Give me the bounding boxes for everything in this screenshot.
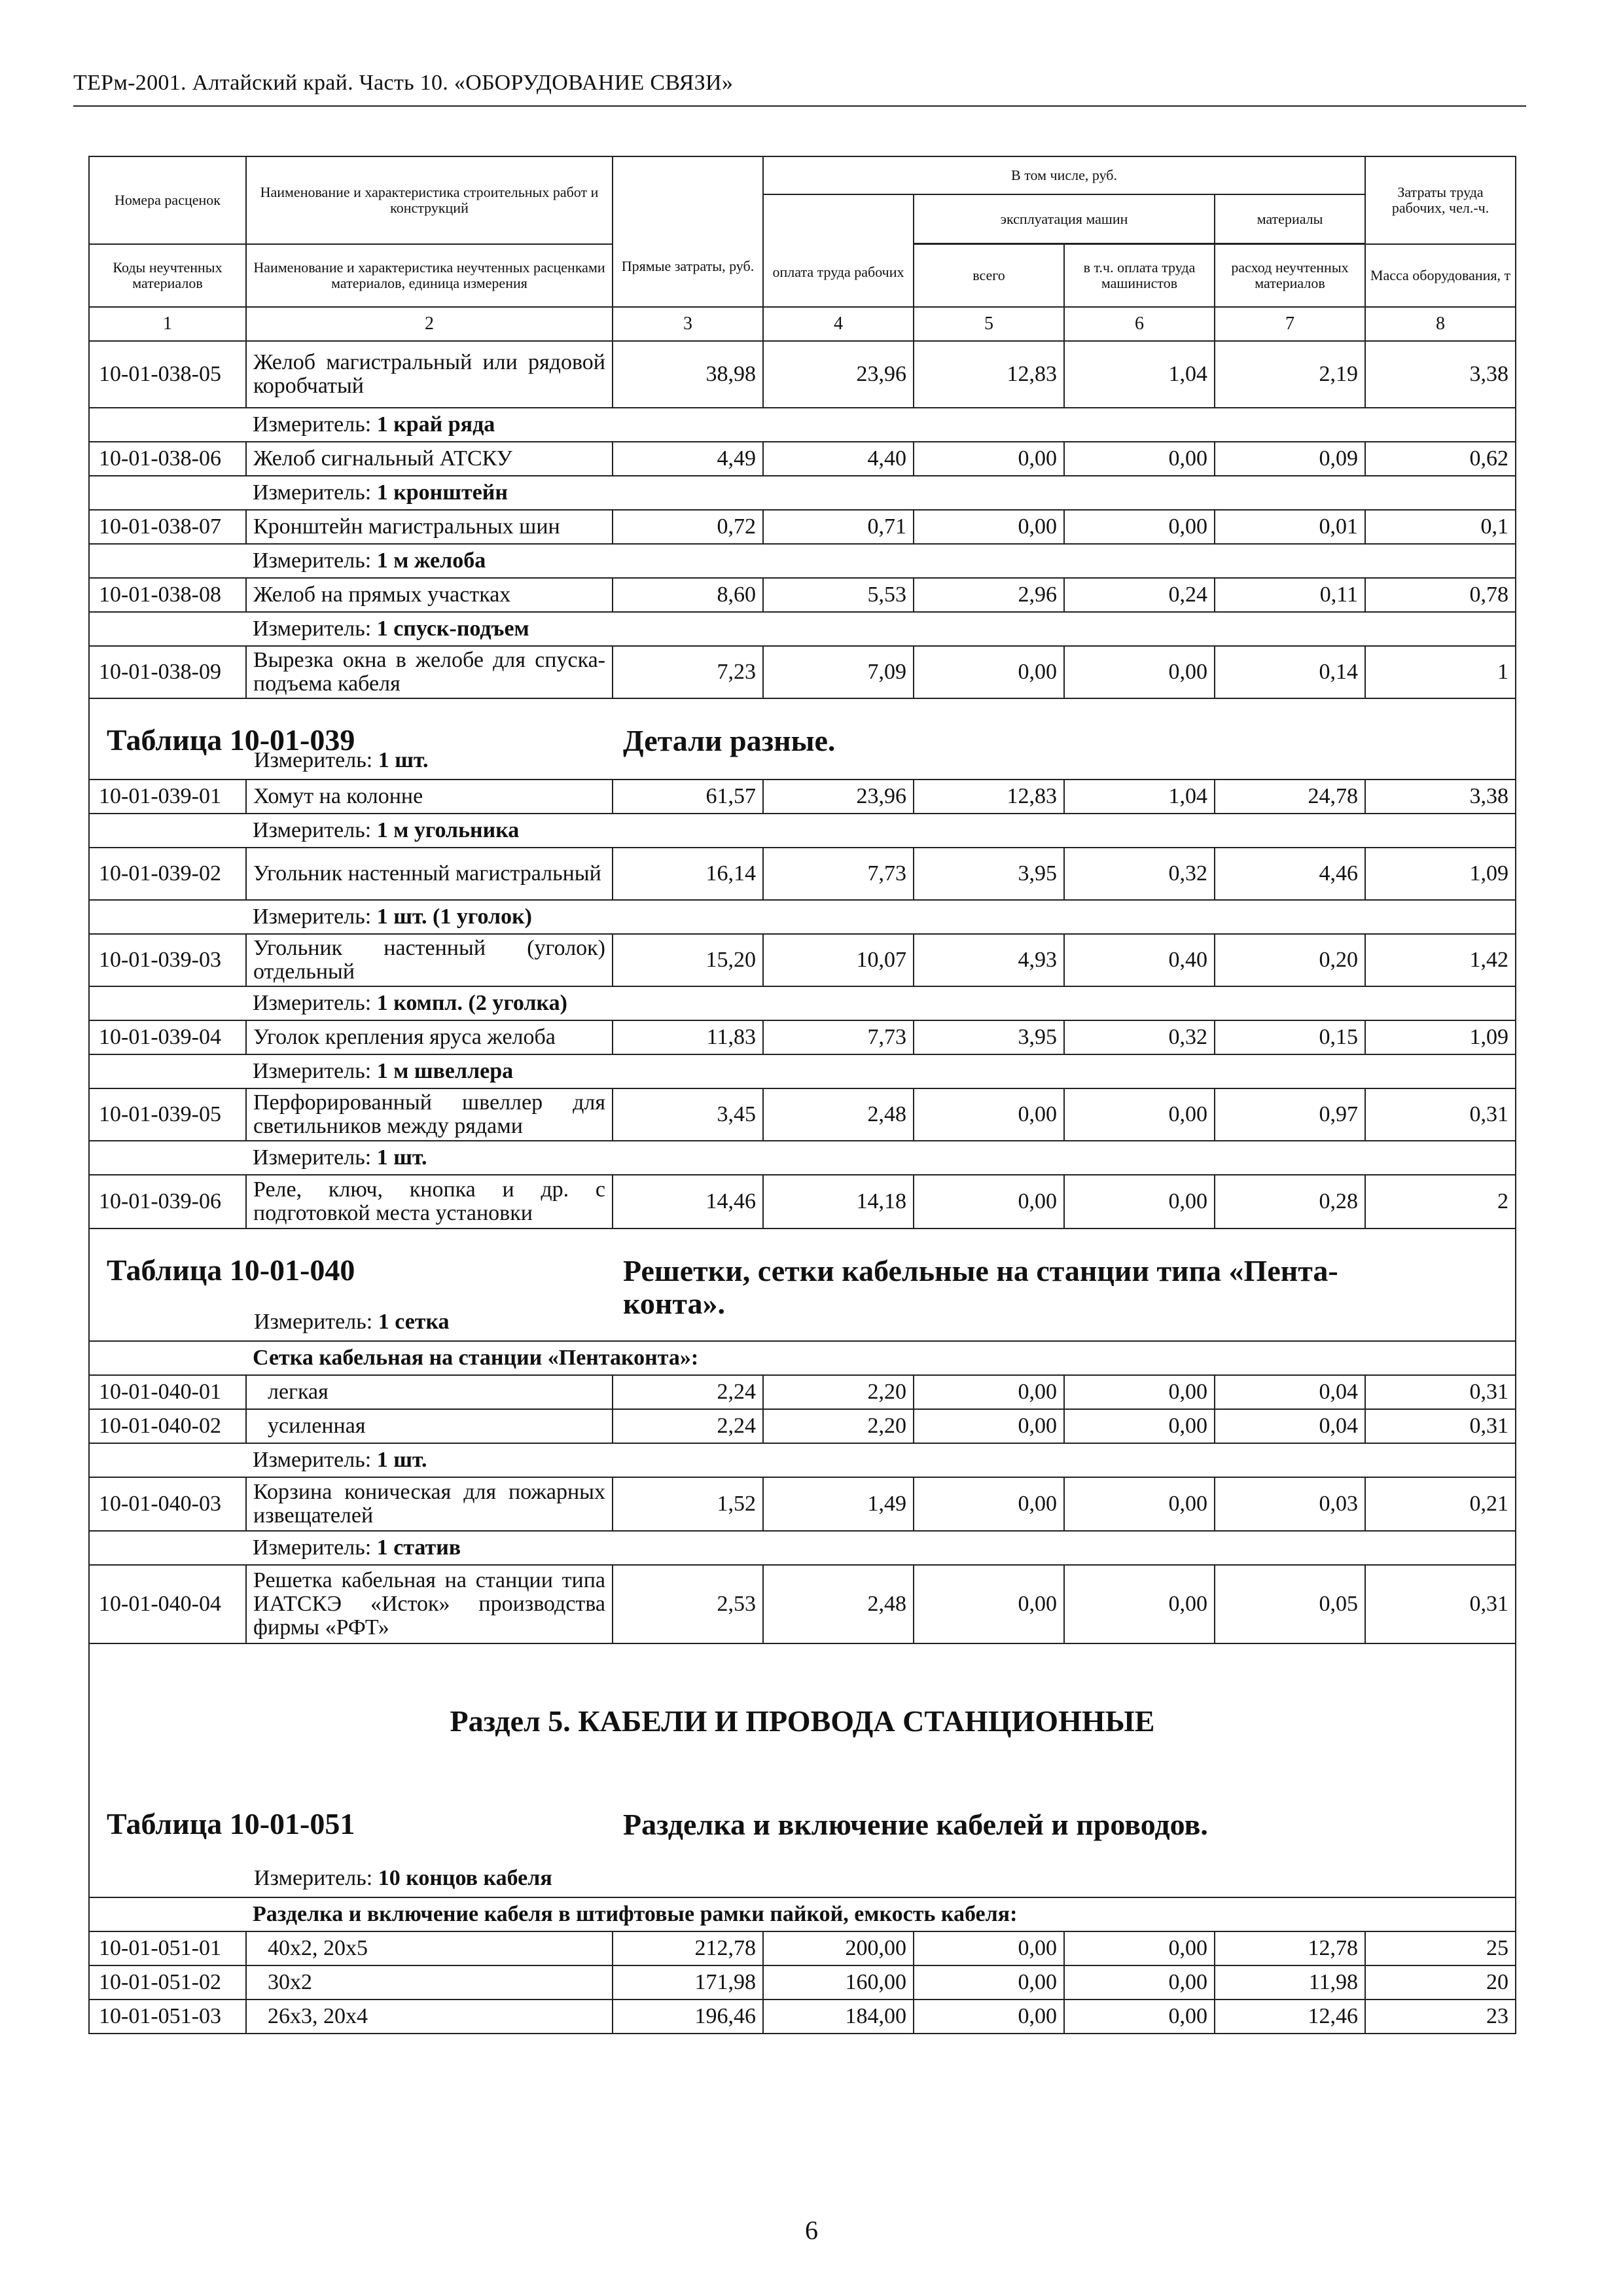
rate-value: 3,45	[613, 1088, 763, 1141]
measure-value: 1 спуск-подъем	[376, 617, 529, 641]
col-header-incl: В том числе, руб.	[763, 156, 1365, 194]
rate-code: 10-01-040-03	[89, 1477, 246, 1531]
table-row	[89, 1175, 1516, 1229]
measure-value: 1 компл. (2 уголка)	[376, 991, 567, 1015]
measure-label: Измеритель:	[253, 1535, 372, 1560]
rate-value: 160,00	[763, 1965, 914, 2000]
measure-value: 1 шт.	[376, 1448, 427, 1472]
rate-value: 0,00	[914, 1965, 1064, 2000]
measure-value: 1 м угольника	[376, 818, 520, 842]
rate-value: 212,78	[613, 1931, 763, 1965]
rate-value: 0,00	[914, 2000, 1064, 2034]
rate-value: 0,00	[1064, 1409, 1215, 1443]
measure-value: 1 шт.	[376, 1145, 427, 1170]
rate-value: 4,49	[613, 442, 763, 476]
rate-value: 0,00	[914, 1375, 1064, 1409]
table-section-cell	[89, 698, 1516, 780]
rate-code: 10-01-039-05	[89, 1088, 246, 1141]
rate-code: 10-01-038-09	[89, 646, 246, 698]
rate-value: 0,15	[1215, 1020, 1365, 1054]
rate-code: 10-01-038-05	[89, 341, 246, 408]
rate-value: 61,57	[613, 780, 763, 814]
rate-value: 0,62	[1365, 442, 1516, 476]
measure-line	[254, 1310, 450, 1334]
measure-spacer	[89, 544, 246, 578]
rate-value: 0,00	[914, 510, 1064, 544]
col-header-labor-pay: оплата труда рабочих	[763, 194, 914, 307]
rate-value: 0,28	[1215, 1175, 1365, 1229]
measure-line	[254, 749, 429, 772]
col-header-direct: Прямые затраты, руб.	[613, 156, 763, 307]
rate-value: 0,00	[914, 1565, 1064, 1643]
measure-spacer	[89, 476, 246, 510]
rate-value: 2,48	[763, 1565, 914, 1643]
col-header-equipment-mass: Масса оборудования, т	[1365, 244, 1516, 307]
rate-value: 0,00	[914, 1175, 1064, 1229]
col-header-machines: эксплуатация машин	[914, 194, 1215, 243]
measure-spacer	[89, 986, 246, 1020]
measure-row	[89, 1531, 1516, 1565]
rate-value: 7,73	[763, 1020, 914, 1054]
measure-spacer	[89, 1531, 246, 1565]
measure-spacer	[89, 1054, 246, 1088]
rate-value: 0,00	[914, 1477, 1064, 1531]
rate-code: 10-01-038-07	[89, 510, 246, 544]
rate-value: 25	[1365, 1931, 1516, 1965]
rate-code: 10-01-039-03	[89, 934, 246, 986]
rate-value: 1,04	[1064, 341, 1215, 408]
rate-name: Угольник настенный магистральный	[246, 848, 613, 900]
rate-value: 20	[1365, 1965, 1516, 2000]
header-rule	[73, 105, 1526, 107]
table-row	[89, 1375, 1516, 1409]
rate-code: 10-01-038-06	[89, 442, 246, 476]
col-header-unaccounted-codes: Коды неучтенных материалов	[89, 244, 246, 307]
rate-value: 0,00	[1064, 1175, 1215, 1229]
measure-row	[89, 476, 1516, 510]
table-row	[89, 1565, 1516, 1643]
page-number: 6	[805, 2215, 818, 2245]
measure-value: 10 концов кабеля	[378, 1866, 552, 1890]
col-header-machines-total: всего	[914, 244, 1064, 307]
measure-line	[246, 544, 1516, 578]
col-number: 1	[89, 307, 246, 341]
measure-label: Измеритель:	[254, 748, 373, 772]
rate-value: 0,14	[1215, 646, 1365, 698]
table-title: Таблица 10-01-051	[107, 1807, 355, 1840]
header-row-1	[89, 156, 1516, 194]
rate-value: 0,97	[1215, 1088, 1365, 1141]
measure-label: Измеритель:	[253, 1059, 372, 1083]
measure-label: Измеритель:	[254, 1866, 373, 1890]
measure-value: 1 сетка	[378, 1310, 450, 1334]
rate-value: 11,98	[1215, 1965, 1365, 2000]
table-description: Разделка и включение кабелей и проводов.	[623, 1808, 1208, 1841]
rate-value: 0,00	[1064, 2000, 1215, 2034]
table-row	[89, 442, 1516, 476]
table-row	[89, 510, 1516, 544]
group-heading: Сетка кабельная на станции «Пентаконта»:	[246, 1341, 1516, 1375]
table-row	[89, 780, 1516, 814]
col-number: 3	[613, 307, 763, 341]
rate-value: 16,14	[613, 848, 763, 900]
rate-code: 10-01-039-02	[89, 848, 246, 900]
price-table	[88, 156, 1516, 2034]
rate-value: 5,53	[763, 578, 914, 612]
rate-value: 0,00	[914, 1088, 1064, 1141]
table-section-header	[89, 1643, 1516, 1897]
rate-value: 3,38	[1365, 341, 1516, 408]
measure-line	[246, 986, 1516, 1020]
measure-value: 1 м желоба	[376, 548, 486, 573]
rate-value: 23	[1365, 2000, 1516, 2034]
rate-value: 0,31	[1365, 1375, 1516, 1409]
rate-value: 0,32	[1064, 1020, 1215, 1054]
measure-line	[246, 900, 1516, 934]
rate-name: Угольник настенный (уголок) отдельный	[246, 934, 613, 986]
section-heading: Раздел 5. КАБЕЛИ И ПРОВОДА СТАНЦИОННЫЕ	[450, 1704, 1155, 1738]
rate-name: Желоб магистральный или рядовой коробчатый	[246, 341, 613, 408]
table-row	[89, 934, 1516, 986]
table-row	[89, 1020, 1516, 1054]
rate-value: 0,72	[613, 510, 763, 544]
measure-label: Измеритель:	[253, 991, 372, 1015]
rate-value: 24,78	[1215, 780, 1365, 814]
rate-value: 0,40	[1064, 934, 1215, 986]
rate-value: 1,09	[1365, 1020, 1516, 1054]
rate-value: 7,09	[763, 646, 914, 698]
rate-value: 0,00	[914, 1931, 1064, 1965]
measure-spacer	[89, 900, 246, 934]
table-description: Детали разные.	[623, 724, 836, 757]
rate-value: 1,52	[613, 1477, 763, 1531]
col-number: 5	[914, 307, 1064, 341]
rate-value: 196,46	[613, 2000, 763, 2034]
rate-value: 2,96	[914, 578, 1064, 612]
rate-code: 10-01-051-03	[89, 2000, 246, 2034]
rate-name: Вырезка окна в желобе для спуска-подъема кабеля	[246, 646, 613, 698]
measure-line	[246, 1531, 1516, 1565]
col-header-labor-cost: Затраты труда рабочих, чел.-ч.	[1365, 156, 1516, 244]
rate-code: 10-01-051-01	[89, 1931, 246, 1965]
rate-value: 0,00	[1064, 1477, 1215, 1531]
rate-value: 0,71	[763, 510, 914, 544]
measure-line	[246, 814, 1516, 848]
measure-label: Измеритель:	[253, 905, 372, 929]
measure-row	[89, 544, 1516, 578]
table-description: Решетки, сетки кабельные на станции типа «Пента-	[623, 1254, 1338, 1287]
rate-value: 0,24	[1064, 578, 1215, 612]
measure-line	[246, 612, 1516, 646]
rate-value: 0,04	[1215, 1375, 1365, 1409]
rate-value: 12,46	[1215, 2000, 1365, 2034]
measure-label: Измеритель:	[253, 1145, 372, 1170]
group-heading: Разделка и включение кабеля в штифтовые рамки пайкой, емкость кабеля:	[246, 1897, 1516, 1931]
rate-value: 0,00	[914, 442, 1064, 476]
rate-value: 0,00	[1064, 1965, 1215, 2000]
rate-value: 0,09	[1215, 442, 1365, 476]
measure-spacer	[89, 814, 246, 848]
table-row	[89, 1965, 1516, 2000]
rate-code: 10-01-040-04	[89, 1565, 246, 1643]
rate-value: 171,98	[613, 1965, 763, 2000]
rate-value: 0,78	[1365, 578, 1516, 612]
rate-value: 38,98	[613, 341, 763, 408]
rate-value: 10,07	[763, 934, 914, 986]
measure-row	[89, 408, 1516, 442]
rate-name: Хомут на колонне	[246, 780, 613, 814]
rate-value: 3,95	[914, 848, 1064, 900]
rate-value: 2,20	[763, 1409, 914, 1443]
measure-row	[89, 1054, 1516, 1088]
rate-value: 23,96	[763, 780, 914, 814]
rate-name: Решетка кабельная на станции типа ИАТСКЭ «Исток» производства фирмы «РФТ»	[246, 1565, 613, 1643]
measure-line	[246, 1054, 1516, 1088]
col-header-unaccounted-name: Наименование и характеристика неучтенных расценками материалов, единица измерения	[246, 244, 613, 307]
rate-value: 0,21	[1365, 1477, 1516, 1531]
rate-value: 7,23	[613, 646, 763, 698]
rate-name: Кронштейн магистральных шин	[246, 510, 613, 544]
rate-value: 1,49	[763, 1477, 914, 1531]
measure-line	[246, 408, 1516, 442]
measure-row	[89, 1443, 1516, 1477]
rate-value: 14,46	[613, 1175, 763, 1229]
rate-value: 0,00	[1064, 1931, 1215, 1965]
group-row	[89, 1897, 1516, 1931]
rate-value: 12,83	[914, 341, 1064, 408]
rate-name: 26х3, 20х4	[246, 2000, 613, 2034]
measure-value: 1 м швеллера	[376, 1059, 514, 1083]
measure-value: 1 край ряда	[376, 412, 495, 437]
table-row	[89, 578, 1516, 612]
table-row	[89, 1088, 1516, 1141]
rate-name: 30х2	[246, 1965, 613, 2000]
rate-value: 1,04	[1064, 780, 1215, 814]
measure-row	[89, 814, 1516, 848]
group-spacer	[89, 1897, 246, 1931]
rate-name: усиленная	[246, 1409, 613, 1443]
rate-name: Уголок крепления яруса желоба	[246, 1020, 613, 1054]
rate-value: 0,32	[1064, 848, 1215, 900]
rate-value: 0,31	[1365, 1409, 1516, 1443]
measure-label: Измеритель:	[253, 412, 372, 437]
measure-spacer	[89, 1443, 246, 1477]
rate-value: 0,20	[1215, 934, 1365, 986]
col-header-materials-unaccounted: расход неучтенных материалов	[1215, 244, 1365, 307]
measure-line	[254, 1867, 552, 1890]
rate-code: 10-01-038-08	[89, 578, 246, 612]
table-description: конта».	[623, 1287, 726, 1320]
rate-value: 0,01	[1215, 510, 1365, 544]
col-number: 7	[1215, 307, 1365, 341]
rate-value: 4,93	[914, 934, 1064, 986]
rate-code: 10-01-040-02	[89, 1409, 246, 1443]
rate-name: Реле, ключ, кнопка и др. с подготовкой места установки	[246, 1175, 613, 1229]
rate-value: 200,00	[763, 1931, 914, 1965]
rate-name: Желоб на прямых участках	[246, 578, 613, 612]
table-row	[89, 646, 1516, 698]
measure-row	[89, 900, 1516, 934]
col-header-materials: материалы	[1215, 194, 1365, 243]
rate-value: 0,11	[1215, 578, 1365, 612]
rate-value: 1	[1365, 646, 1516, 698]
rate-value: 0,04	[1215, 1409, 1365, 1443]
rate-value: 0,31	[1365, 1565, 1516, 1643]
rate-name: легкая	[246, 1375, 613, 1409]
rate-value: 0,1	[1365, 510, 1516, 544]
rate-value: 4,46	[1215, 848, 1365, 900]
price-table-body	[89, 156, 1516, 2034]
table-row	[89, 1931, 1516, 1965]
measure-row	[89, 612, 1516, 646]
measure-line	[246, 1443, 1516, 1477]
col-number: 2	[246, 307, 613, 341]
rate-value: 3,38	[1365, 780, 1516, 814]
measure-value: 1 шт.	[378, 748, 429, 772]
rate-value: 12,78	[1215, 1931, 1365, 1965]
rate-value: 2,48	[763, 1088, 914, 1141]
rate-value: 12,83	[914, 780, 1064, 814]
table-row	[89, 341, 1516, 408]
rate-code: 10-01-040-01	[89, 1375, 246, 1409]
rate-name: Корзина коническая для пожарных извещателей	[246, 1477, 613, 1531]
rate-value: 11,83	[613, 1020, 763, 1054]
rate-code: 10-01-039-04	[89, 1020, 246, 1054]
rate-value: 2,53	[613, 1565, 763, 1643]
table-row	[89, 1409, 1516, 1443]
rate-value: 1,09	[1365, 848, 1516, 900]
rate-code: 10-01-051-02	[89, 1965, 246, 2000]
table-section-header	[89, 698, 1516, 780]
col-number: 4	[763, 307, 914, 341]
rate-value: 2,19	[1215, 341, 1365, 408]
table-row	[89, 2000, 1516, 2034]
table-section-header	[89, 1229, 1516, 1341]
measure-row	[89, 1141, 1516, 1175]
rate-value: 184,00	[763, 2000, 914, 2034]
col-header-codes: Номера расценок	[89, 156, 246, 244]
measure-label: Измеритель:	[253, 480, 372, 505]
rate-value: 0,00	[914, 1409, 1064, 1443]
measure-value: 1 статив	[376, 1535, 461, 1560]
rate-name: Желоб сигнальный АТСКУ	[246, 442, 613, 476]
measure-line	[246, 1141, 1516, 1175]
rate-value: 1,42	[1365, 934, 1516, 986]
table-section-cell	[89, 1643, 1516, 1897]
measure-label: Измеритель:	[253, 548, 372, 573]
rate-value: 23,96	[763, 341, 914, 408]
rate-name: Перфорированный швеллер для светильников между рядами	[246, 1088, 613, 1141]
table-section-cell	[89, 1229, 1516, 1341]
measure-value: 1 шт. (1 уголок)	[376, 905, 532, 929]
measure-spacer	[89, 612, 246, 646]
table-row	[89, 848, 1516, 900]
rate-value: 8,60	[613, 578, 763, 612]
rate-value: 2,24	[613, 1375, 763, 1409]
rate-value: 2,20	[763, 1375, 914, 1409]
measure-label: Измеритель:	[253, 617, 372, 641]
rate-value: 15,20	[613, 934, 763, 986]
rate-value: 14,18	[763, 1175, 914, 1229]
column-number-row	[89, 307, 1516, 341]
rate-value: 7,73	[763, 848, 914, 900]
group-spacer	[89, 1341, 246, 1375]
group-row	[89, 1341, 1516, 1375]
rate-value: 0,00	[1064, 1375, 1215, 1409]
table-title: Таблица 10-01-040	[107, 1253, 355, 1287]
measure-label: Измеритель:	[253, 818, 372, 842]
rate-value: 2,24	[613, 1409, 763, 1443]
col-number: 8	[1365, 307, 1516, 341]
rate-value: 4,40	[763, 442, 914, 476]
rate-value: 0,03	[1215, 1477, 1365, 1531]
rate-value: 0,00	[1064, 442, 1215, 476]
col-header-name: Наименование и характеристика строительных работ и конструкций	[246, 156, 613, 244]
rate-value: 0,00	[1064, 1088, 1215, 1141]
measure-spacer	[89, 408, 246, 442]
rate-value: 0,31	[1365, 1088, 1516, 1141]
rate-code: 10-01-039-06	[89, 1175, 246, 1229]
measure-spacer	[89, 1141, 246, 1175]
running-header: ТЕРм-2001. Алтайский край. Часть 10. «ОБОРУДОВАНИЕ СВЯЗИ»	[73, 71, 734, 95]
table-title: Таблица 10-01-039	[107, 723, 355, 757]
rate-value: 0,00	[1064, 646, 1215, 698]
table-row	[89, 1477, 1516, 1531]
measure-label: Измеритель:	[254, 1310, 373, 1334]
rate-value: 0,00	[1064, 1565, 1215, 1643]
rate-name: 40х2, 20х5	[246, 1931, 613, 1965]
rate-value: 2	[1365, 1175, 1516, 1229]
measure-value: 1 кронштейн	[376, 480, 508, 505]
rate-value: 3,95	[914, 1020, 1064, 1054]
measure-line	[246, 476, 1516, 510]
rate-value: 0,05	[1215, 1565, 1365, 1643]
rate-value: 0,00	[914, 646, 1064, 698]
measure-label: Измеритель:	[253, 1448, 372, 1472]
col-number: 6	[1064, 307, 1215, 341]
measure-row	[89, 986, 1516, 1020]
rate-value: 0,00	[1064, 510, 1215, 544]
col-header-machines-incl: в т.ч. оплата труда машинистов	[1064, 244, 1215, 307]
rate-code: 10-01-039-01	[89, 780, 246, 814]
